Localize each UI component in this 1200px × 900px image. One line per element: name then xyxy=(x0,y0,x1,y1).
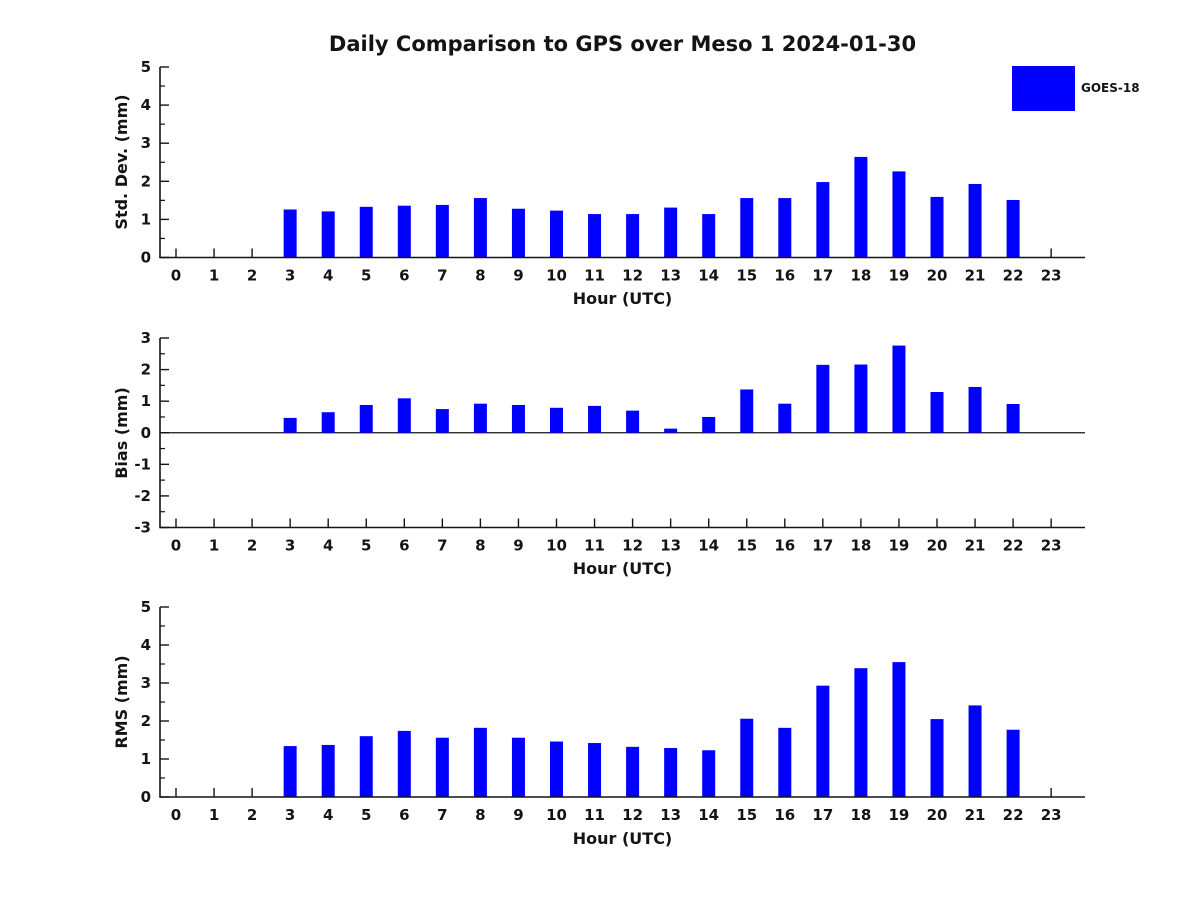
x-tick-label: 18 xyxy=(850,536,872,555)
x-tick-label: 8 xyxy=(475,806,486,824)
x-tick-label: 22 xyxy=(1002,806,1024,824)
bar xyxy=(512,209,525,258)
bar xyxy=(398,398,411,432)
bar xyxy=(512,405,525,433)
x-tick-label: 6 xyxy=(399,266,410,285)
x-tick-label: 14 xyxy=(698,536,720,555)
bar xyxy=(816,182,829,257)
x-tick-label: 9 xyxy=(513,266,524,285)
bar xyxy=(284,746,297,797)
x-tick-label: 9 xyxy=(513,806,524,824)
x-tick-label: 15 xyxy=(736,536,758,555)
x-tick-label: 19 xyxy=(888,266,910,285)
ylabel-rms: RMS (mm) xyxy=(112,655,131,749)
x-tick-label: 0 xyxy=(170,806,182,824)
bar xyxy=(969,705,982,797)
bar xyxy=(892,346,905,433)
x-tick-label: 7 xyxy=(437,536,448,555)
x-tick-label: 13 xyxy=(660,806,682,824)
x-tick-label: 3 xyxy=(284,806,296,824)
x-tick-label: 7 xyxy=(437,806,448,824)
bar xyxy=(664,208,677,258)
xlabel-rms: Hour (UTC) xyxy=(572,829,673,848)
bar xyxy=(740,198,753,257)
bar xyxy=(664,429,677,433)
bar xyxy=(931,719,944,797)
xlabel-bias: Hour (UTC) xyxy=(572,559,673,578)
x-tick-label: 11 xyxy=(584,806,605,824)
x-tick-label: 11 xyxy=(584,536,605,555)
x-tick-label: 8 xyxy=(475,536,486,555)
x-tick-label: 23 xyxy=(1040,806,1062,824)
figure-title: Daily Comparison to GPS over Meso 1 2024-01-30 xyxy=(328,32,917,56)
y-tick-label: 1 xyxy=(140,210,151,229)
x-tick-label: 14 xyxy=(698,806,720,824)
bar xyxy=(588,743,601,797)
ylabel-std-dev: Std. Dev. (mm) xyxy=(112,94,131,230)
bar xyxy=(854,668,867,797)
bar xyxy=(816,686,829,797)
x-tick-label: 0 xyxy=(170,266,182,285)
bar xyxy=(702,417,715,433)
x-tick-label: 5 xyxy=(361,806,372,824)
x-tick-label: 2 xyxy=(246,266,258,285)
x-tick-label: 15 xyxy=(736,266,758,285)
bar xyxy=(778,404,791,433)
x-tick-label: 2 xyxy=(246,536,258,555)
bar xyxy=(436,409,449,433)
y-tick-label: 2 xyxy=(140,360,151,379)
bar xyxy=(626,747,639,797)
x-tick-label: 17 xyxy=(812,536,834,555)
xlabel-std-dev: Hour (UTC) xyxy=(572,289,673,308)
bar xyxy=(474,404,487,433)
y-tick-label: 0 xyxy=(140,248,151,267)
x-tick-label: 20 xyxy=(926,266,948,285)
y-tick-label: 3 xyxy=(140,134,151,153)
bar xyxy=(931,197,944,258)
x-tick-label: 10 xyxy=(546,266,567,285)
x-tick-label: 19 xyxy=(888,806,910,824)
bar xyxy=(740,719,753,797)
x-tick-label: 4 xyxy=(322,266,334,285)
bar xyxy=(740,389,753,432)
bar xyxy=(436,205,449,258)
x-tick-label: 12 xyxy=(622,806,644,824)
y-tick-label: 2 xyxy=(140,172,151,191)
bar xyxy=(1007,730,1020,797)
x-tick-label: 11 xyxy=(584,266,605,285)
x-tick-label: 5 xyxy=(361,536,372,555)
y-tick-label: 3 xyxy=(140,329,151,347)
bar xyxy=(1007,404,1020,433)
x-tick-label: 12 xyxy=(622,266,644,285)
x-tick-label: 13 xyxy=(660,266,682,285)
bar xyxy=(931,392,944,433)
x-tick-label: 9 xyxy=(513,536,524,555)
x-tick-label: 22 xyxy=(1002,266,1024,285)
bar xyxy=(778,198,791,257)
y-tick-label: 1 xyxy=(140,750,151,768)
x-tick-label: 10 xyxy=(546,806,567,824)
x-tick-label: 1 xyxy=(208,266,220,285)
bar xyxy=(360,207,373,258)
bar xyxy=(322,745,335,797)
bar xyxy=(969,184,982,258)
ylabel-bias: Bias (mm) xyxy=(112,387,131,479)
x-tick-label: 16 xyxy=(774,806,796,824)
x-tick-label: 23 xyxy=(1040,536,1062,555)
bar xyxy=(588,214,601,257)
bar xyxy=(550,742,563,797)
bar xyxy=(816,365,829,433)
x-tick-label: 14 xyxy=(698,266,720,285)
bar xyxy=(398,731,411,797)
y-tick-label: 5 xyxy=(140,58,151,76)
y-tick-label: 2 xyxy=(140,712,151,730)
bar xyxy=(322,412,335,433)
y-tick-label: 5 xyxy=(140,598,151,616)
x-tick-label: 20 xyxy=(926,536,948,555)
y-tick-label: 4 xyxy=(140,636,151,654)
x-tick-label: 0 xyxy=(170,536,182,555)
bar xyxy=(474,728,487,797)
x-tick-label: 12 xyxy=(622,536,644,555)
x-tick-label: 1 xyxy=(208,806,220,824)
x-tick-label: 16 xyxy=(774,536,796,555)
x-tick-label: 3 xyxy=(284,266,296,285)
bar xyxy=(854,365,867,433)
bar xyxy=(436,738,449,797)
x-tick-label: 22 xyxy=(1002,536,1024,555)
bar xyxy=(854,157,867,258)
y-tick-label: 0 xyxy=(140,788,151,806)
y-tick-label: -1 xyxy=(134,455,151,474)
bar xyxy=(664,748,677,797)
x-tick-label: 10 xyxy=(546,536,567,555)
y-tick-label: 3 xyxy=(140,674,151,692)
bar xyxy=(550,408,563,433)
bar xyxy=(778,728,791,797)
x-tick-label: 1 xyxy=(208,536,220,555)
x-tick-label: 19 xyxy=(888,536,910,555)
x-tick-label: 4 xyxy=(322,806,334,824)
x-tick-label: 4 xyxy=(322,536,334,555)
x-tick-label: 18 xyxy=(850,266,872,285)
bar xyxy=(626,411,639,433)
x-tick-label: 21 xyxy=(964,266,986,285)
x-tick-label: 6 xyxy=(399,536,410,555)
bar xyxy=(626,214,639,257)
x-tick-label: 17 xyxy=(812,266,834,285)
bar xyxy=(360,736,373,797)
x-tick-label: 20 xyxy=(926,806,948,824)
x-tick-label: 5 xyxy=(361,266,372,285)
bar xyxy=(512,738,525,797)
y-tick-label: -3 xyxy=(134,518,151,537)
x-tick-label: 7 xyxy=(437,266,448,285)
x-tick-label: 15 xyxy=(736,806,758,824)
x-tick-label: 6 xyxy=(399,806,410,824)
x-tick-label: 2 xyxy=(246,806,258,824)
x-tick-label: 16 xyxy=(774,266,796,285)
bar xyxy=(969,387,982,433)
y-tick-label: 4 xyxy=(140,96,151,115)
y-tick-label: 0 xyxy=(140,423,151,442)
x-tick-label: 18 xyxy=(850,806,872,824)
bar xyxy=(398,206,411,258)
bar xyxy=(892,662,905,797)
x-tick-label: 3 xyxy=(284,536,296,555)
x-tick-label: 17 xyxy=(812,806,834,824)
y-tick-label: -2 xyxy=(134,486,151,505)
bar xyxy=(360,405,373,433)
bar xyxy=(284,418,297,433)
bar xyxy=(892,171,905,257)
bar xyxy=(474,198,487,257)
bar xyxy=(702,750,715,797)
bar xyxy=(588,406,601,433)
x-tick-label: 23 xyxy=(1040,266,1062,285)
legend-label-goes18: GOES-18 xyxy=(1081,81,1140,95)
x-tick-label: 8 xyxy=(475,266,486,285)
x-tick-label: 21 xyxy=(964,806,986,824)
y-tick-label: 1 xyxy=(140,392,151,411)
x-tick-label: 13 xyxy=(660,536,682,555)
bar xyxy=(322,211,335,257)
x-tick-label: 21 xyxy=(964,536,986,555)
bar xyxy=(1007,200,1020,258)
bar xyxy=(550,211,563,258)
bar xyxy=(284,209,297,257)
bar xyxy=(702,214,715,257)
